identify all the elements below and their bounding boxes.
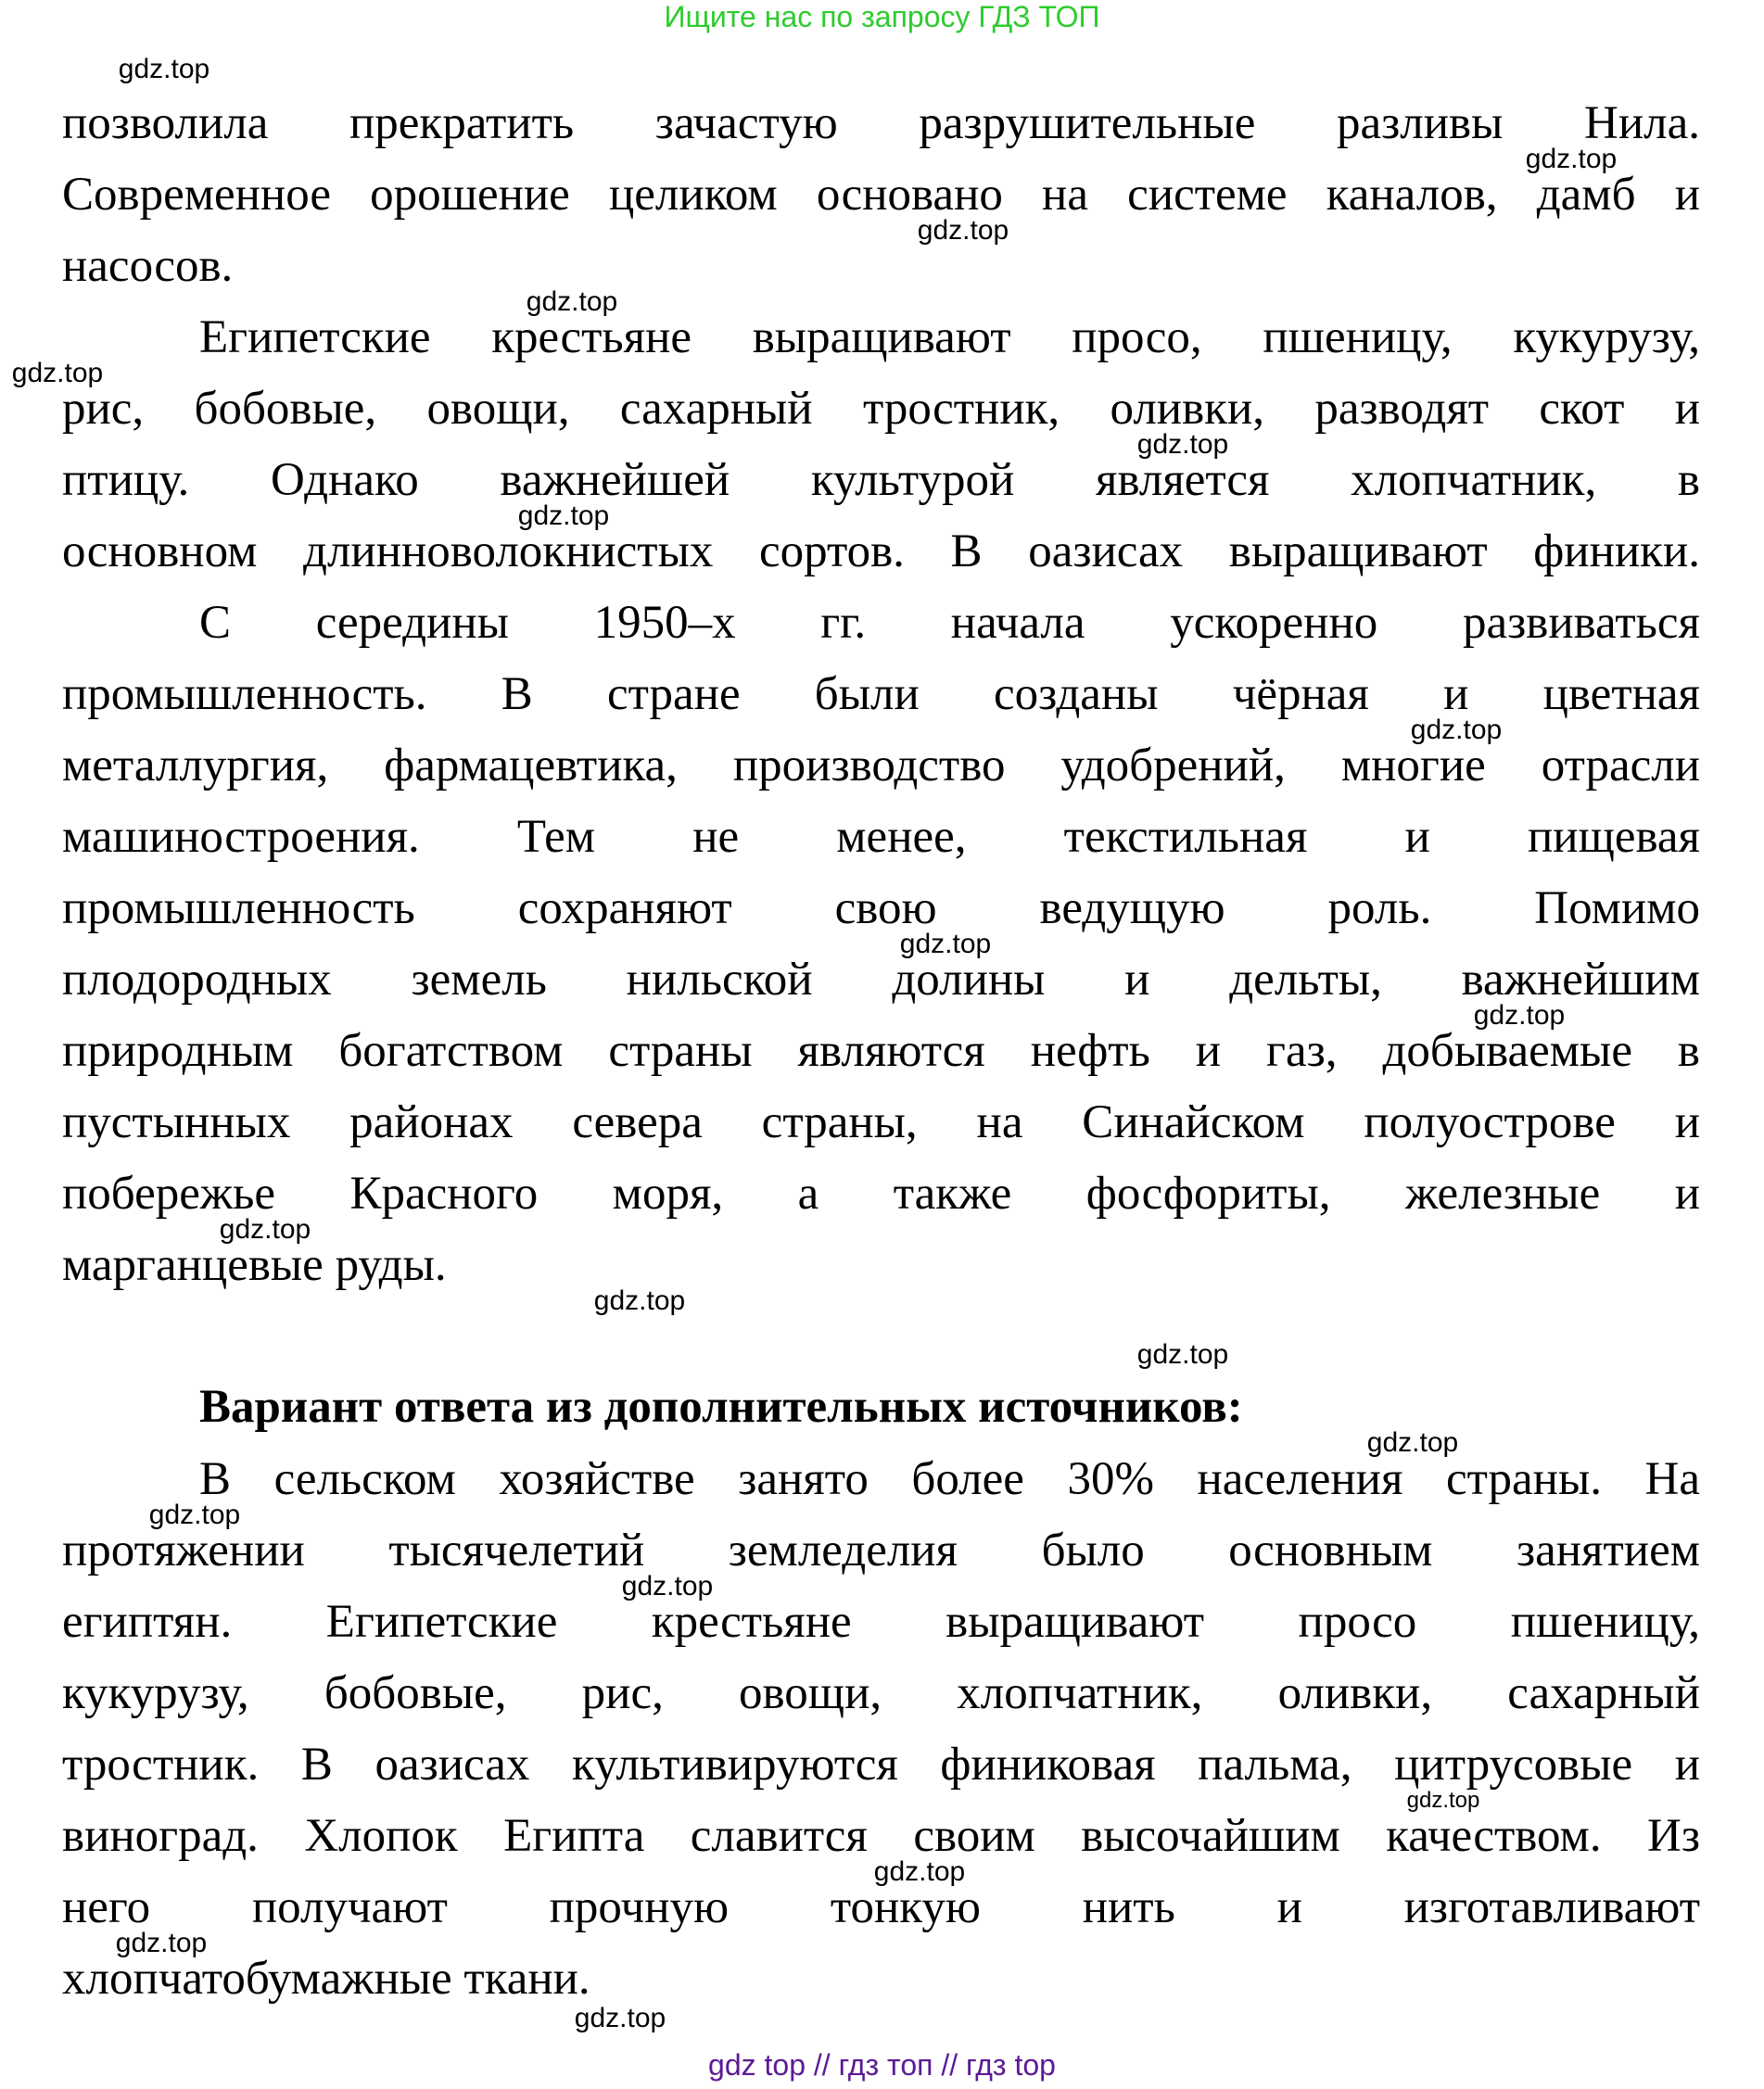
text-line: хлопчатобумажные ткани. <box>62 1953 590 2005</box>
text-line: плодородных земель нильской долины и дельты, важнейшим <box>62 954 1700 1006</box>
watermark: gdz.top <box>11 357 104 388</box>
text-line: промышленность. В стране были созданы чёрная и цветная <box>62 668 1700 720</box>
text-line: природным богатством страны являются нефть и газ, добываемые в <box>62 1025 1700 1077</box>
watermark: gdz.top <box>526 285 618 317</box>
text-line: кукурузу, бобовые, рис, овощи, хлопчатник, оливки, сахарный <box>62 1667 1700 1719</box>
watermark: gdz.top <box>593 1285 686 1316</box>
watermark: gdz.top <box>118 54 210 84</box>
text-line: машиностроения. Тем не менее, текстильная и пищевая <box>62 811 1700 863</box>
text-line: Современное орошение целиком основано на системе каналов, дамб и <box>62 169 1700 221</box>
text-line: Египетские крестьяне выращивают просо, пшеницу, кукурузу, <box>199 311 1700 363</box>
text-line: протяжении тысячелетий земледелия было основным занятием <box>62 1525 1700 1576</box>
text-line: египтян. Египетские крестьяне выращивают просо пшеницу, <box>62 1596 1700 1648</box>
watermark: gdz.top <box>1525 143 1618 174</box>
text-line: него получают прочную тонкую нить и изготавливают <box>62 1881 1700 1933</box>
text-line: побережье Красного моря, а также фосфориты, железные и <box>62 1168 1700 1220</box>
text-line: позволила прекратить зачастую разрушительные разливы Нила. <box>62 97 1700 149</box>
text-line: пустынных районах севера страны, на Синайском полуострове и <box>62 1096 1700 1148</box>
watermark: gdz.top <box>219 1213 311 1245</box>
footer-links[interactable]: gdz top // гдз топ // гдз top <box>708 2048 1056 2082</box>
watermark: gdz.top <box>1136 428 1229 460</box>
text-line: птицу. Однако важнейшей культурой является хлопчатник, в <box>62 454 1700 506</box>
watermark: gdz.top <box>115 1927 208 1958</box>
text-line: виноград. Хлопок Египта славится своим высочайшим качеством. Из <box>62 1810 1700 1862</box>
text-line: рис, бобовые, овощи, сахарный тростник, оливки, разводят скот и <box>62 383 1700 435</box>
section-heading: Вариант ответа из дополнительных источников: <box>199 1381 1243 1433</box>
watermark: gdz.top <box>517 500 610 531</box>
text-line: В сельском хозяйстве занято более 30% населения страны. На <box>199 1453 1700 1505</box>
search-promo-banner: Ищите нас по запросу ГДЗ ТОП <box>664 0 1100 33</box>
watermark: gdz.top <box>873 1855 966 1887</box>
watermark: gdz.top <box>1410 714 1503 745</box>
watermark: gdz.top <box>1473 999 1566 1031</box>
text-line: тростник. В оазисах культивируются финиковая пальма, цитрусовые и <box>62 1739 1700 1791</box>
text-line: основном длинноволокнистых сортов. В оазисах выращивают финики. <box>62 525 1700 577</box>
text-line: промышленность сохраняют свою ведущую роль. Помимо <box>62 882 1700 934</box>
watermark: gdz.top <box>148 1499 241 1530</box>
watermark: gdz.top <box>1136 1339 1229 1370</box>
watermark: gdz.top <box>621 1570 714 1602</box>
watermark: gdz.top <box>917 214 1009 246</box>
watermark: gdz.top <box>574 2003 666 2033</box>
text-line: С середины 1950–х гг. начала ускоренно развиваться <box>199 597 1700 649</box>
watermark: gdz.top <box>899 928 992 959</box>
text-line: насосов. <box>62 240 234 292</box>
text-line: марганцевые руды. <box>62 1239 447 1291</box>
watermark: gdz.top <box>1366 1427 1459 1458</box>
watermark: gdz.top <box>1406 1787 1480 1813</box>
text-line: металлургия, фармацевтика, производство удобрений, многие отрасли <box>62 740 1700 791</box>
